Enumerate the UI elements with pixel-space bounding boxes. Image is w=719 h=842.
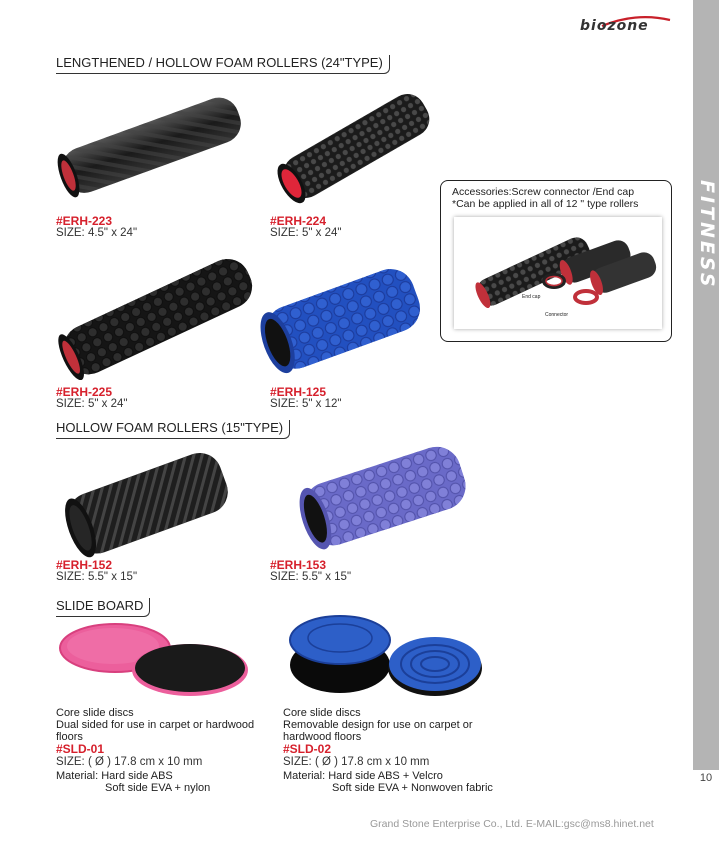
section-title-short: HOLLOW FOAM ROLLERS (15"TYPE) xyxy=(56,420,290,439)
roller-erh223-image xyxy=(50,88,250,208)
sld02-desc3: hardwood floors xyxy=(283,731,362,743)
product-size-sld01: SIZE: ( Ø ) 17.8 cm x 10 mm xyxy=(56,756,203,768)
product-code-erh152: #ERH-152 xyxy=(56,558,113,572)
accessories-connector-label: Connector xyxy=(545,312,569,318)
product-size-erh125: SIZE: 5" x 12" xyxy=(270,398,342,410)
sld01-desc2: Dual sided for use in carpet or hardwood xyxy=(56,719,255,731)
product-size-sld02: SIZE: ( Ø ) 17.8 cm x 10 mm xyxy=(283,756,430,768)
product-code-erh125: #ERH-125 xyxy=(270,385,327,399)
product-size-erh223: SIZE: 4.5" x 24" xyxy=(56,227,138,239)
page-number: 10 xyxy=(699,772,713,784)
sld01-desc1: Core slide discs xyxy=(56,707,134,719)
product-code-erh224: #ERH-224 xyxy=(270,214,327,228)
roller-erh225-image xyxy=(50,255,260,380)
footer-contact: Grand Stone Enterprise Co., Ltd. E-MAIL:gsc@ms8.hinet.net xyxy=(370,818,654,830)
slide-disc-sld01-image xyxy=(55,620,255,700)
product-size-erh153: SIZE: 5.5" x 15" xyxy=(270,571,352,583)
accessories-endcap-label: End cap xyxy=(522,294,541,300)
product-code-sld01: #SLD-01 xyxy=(56,742,105,756)
sld01-material1: Material: Hard side ABS xyxy=(56,770,173,782)
sidebar-label: FITNESS ACCESSORY xyxy=(674,180,718,332)
sld02-desc2: Removable design for use on carpet or xyxy=(283,719,473,731)
product-code-erh153: #ERH-153 xyxy=(270,558,327,572)
slide-disc-sld02-image xyxy=(285,610,485,705)
roller-erh153-image xyxy=(292,440,472,555)
product-code-erh225: #ERH-225 xyxy=(56,385,113,399)
accessories-line1: Accessories:Screw connector /End cap xyxy=(452,186,635,198)
sld02-material1: Material: Hard side ABS + Velcro xyxy=(283,770,443,782)
section-title-long: LENGTHENED / HOLLOW FOAM ROLLERS (24"TYPE) xyxy=(56,55,390,74)
section-title-slide: SLIDE BOARD xyxy=(56,598,150,617)
brand-logo: biozone xyxy=(580,18,649,34)
product-code-erh223: #ERH-223 xyxy=(56,214,113,228)
sld02-desc1: Core slide discs xyxy=(283,707,361,719)
sld02-material2: Soft side EVA + Nonwoven fabric xyxy=(332,782,493,794)
product-size-erh225: SIZE: 5" x 24" xyxy=(56,398,128,410)
product-code-sld02: #SLD-02 xyxy=(283,742,332,756)
roller-erh125-image xyxy=(252,266,427,376)
roller-erh224-image xyxy=(268,88,438,208)
product-size-erh152: SIZE: 5.5" x 15" xyxy=(56,571,138,583)
roller-erh152-image xyxy=(58,448,233,558)
sld01-material2: Soft side EVA + nylon xyxy=(105,782,211,794)
product-size-erh224: SIZE: 5" x 24" xyxy=(270,227,342,239)
accessories-line2: *Can be applied in all of 12 " type rollers xyxy=(452,198,639,210)
sld01-desc3: floors xyxy=(56,731,83,743)
